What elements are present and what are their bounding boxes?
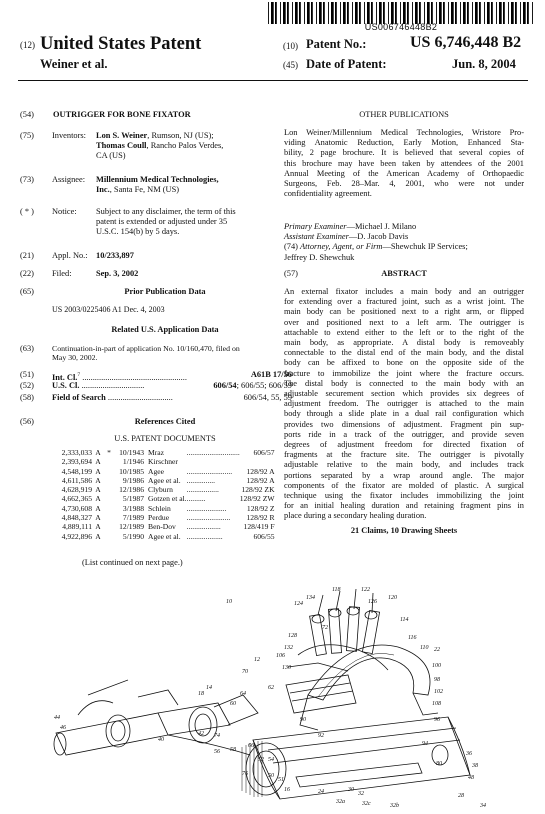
reference-numeral: 98: [434, 677, 440, 683]
claims-summary: 21 Claims, 10 Drawing Sheets: [350, 526, 458, 535]
kind-code-cell: A: [95, 494, 101, 504]
reference-numeral: 14: [206, 685, 212, 691]
leader-dots: ............................: [186, 448, 240, 457]
patent-date-cell: 12/1989: [119, 522, 144, 532]
text-line: bility, 2 page brochure. It is believed that several copies of: [284, 148, 524, 158]
class-cell: 128/92 ZK: [241, 485, 275, 495]
reference-numeral: 42: [198, 731, 204, 737]
reference-numeral: 76: [242, 771, 248, 777]
header-rule: [18, 80, 528, 81]
abstract-text: [284, 287, 524, 522]
field-of-search-label: Field of Search: [52, 393, 106, 402]
barcode: [268, 2, 534, 24]
assignee-location: , Santa Fe, NM (US): [109, 185, 180, 195]
cited-by-examiner-cell: [104, 532, 114, 541]
patent-drawing: [18, 585, 528, 810]
text-line: body can be affixed to bone on the opposite side of the: [284, 358, 524, 368]
class-cell: 606/57: [253, 448, 275, 457]
reference-numeral: 118: [332, 587, 341, 593]
text-line: connectable to the distal end of the main body, and the distal: [284, 348, 524, 358]
us-cl-label: U.S. Cl.: [52, 381, 80, 390]
assignee-label: Assignee:: [52, 175, 86, 184]
reference-numeral: 24: [318, 789, 324, 795]
reference-numeral: 106: [276, 653, 285, 659]
references-table: [48, 448, 275, 541]
text-line: technique using the fixator includes immobilizing the joint: [284, 491, 524, 501]
reference-numeral: 96: [434, 717, 440, 723]
patent-number-cell: 4,730,608: [61, 503, 92, 513]
int-cl-edition: 7: [77, 372, 81, 378]
text-line: fragments at the fracture site. The outrigger is pivotally: [284, 450, 524, 460]
patent-date-cell: 5/1987: [122, 494, 144, 504]
code-54: (54): [20, 110, 34, 119]
reference-numeral: 60: [230, 701, 236, 707]
reference-numeral: 124: [294, 601, 303, 607]
patent-number-cell: 4,889,111: [62, 522, 92, 532]
reference-numeral: 52: [258, 757, 264, 763]
code-56: (56): [20, 417, 34, 426]
table-row: [48, 532, 275, 541]
table-row: [48, 504, 275, 513]
patentee-cell: Agee et al.: [148, 531, 181, 541]
class-cell: 128/92 Z: [246, 503, 275, 513]
leader-dots: ..................................................: [80, 372, 187, 382]
text-line: for an initial healing duration and retaining fragment pins in: [284, 501, 524, 511]
reference-numeral: 32c: [362, 801, 371, 807]
int-cl-label: Int. Cl.: [52, 372, 78, 382]
related-line: Continuation-in-part of application No. 10/160,470, filed on: [52, 344, 240, 353]
other-publications-heading: OTHER PUBLICATIONS: [359, 110, 449, 119]
code-21: (21): [20, 251, 34, 260]
text-line: adjustable securement section which provides six degrees of: [284, 389, 524, 399]
text-line: An external fixator includes a main body and an outrigger: [284, 287, 524, 296]
text-line: confidentiality agreement.: [284, 189, 372, 199]
code-12: (12): [20, 40, 35, 50]
text-line: portions separated by a wrap around angle. The major: [284, 470, 524, 480]
patent-date-cell: 9/1986: [122, 475, 144, 485]
reference-numeral: 12: [254, 657, 260, 663]
patent-number-cell: 4,611,586: [61, 475, 92, 485]
text-line: over and positioned next to a left arm. The outrigger is: [284, 317, 524, 327]
attorney-cont: Jeffrey D. Shewchuk: [284, 252, 355, 262]
date-of-patent-label: Date of Patent:: [306, 57, 387, 71]
date-of-patent: Jun. 8, 2004: [452, 57, 516, 71]
code-45: (45): [283, 60, 298, 70]
reference-numeral: 34: [480, 803, 486, 809]
class-cell: 128/92 ZW: [239, 494, 275, 504]
reference-numeral: 22: [434, 647, 440, 653]
attorney-label: Attorney, Agent, or Firm: [300, 242, 383, 252]
assistant-examiner-label: Assistant Examiner: [284, 232, 349, 242]
class-cell: 606/55: [253, 531, 275, 541]
patentee-cell: Kirschner: [148, 457, 178, 467]
text-line: adjustment freedom. The outrigger is attached to the main: [284, 399, 524, 409]
reference-numeral: 50: [268, 773, 274, 779]
filed-date: Sep. 3, 2002: [96, 269, 139, 278]
reference-numeral: 38: [472, 763, 478, 769]
code-74: (74): [284, 242, 298, 252]
notice-label: Notice:: [52, 207, 77, 216]
reference-numeral: 114: [400, 617, 409, 623]
reference-numeral: 54: [268, 757, 274, 763]
patentee-cell: Agee et al.: [148, 475, 181, 485]
reference-numeral: 102: [434, 689, 443, 695]
prior-publication-heading: Prior Publication Data: [124, 287, 206, 296]
references-heading: References Cited: [134, 417, 196, 426]
code-22: (22): [20, 269, 34, 278]
us-cl: [52, 381, 292, 391]
cited-by-examiner-cell: [104, 467, 114, 476]
text-line: provides two dimensions of adjustment. Fragment pin sup-: [284, 419, 524, 429]
notice-line: patent is extended or adjusted under 35: [96, 217, 228, 227]
reference-numeral: 90: [300, 717, 306, 723]
table-row: [48, 485, 275, 494]
reference-numeral: 30: [348, 787, 354, 793]
reference-numeral: 116: [408, 635, 417, 641]
reference-numeral: 36: [466, 751, 472, 757]
cited-by-examiner-cell: [104, 513, 114, 522]
patent-number-cell: 4,848,327: [61, 513, 92, 523]
reference-numeral: 48: [468, 775, 474, 781]
int-cl-value: A61B 17/56: [250, 370, 292, 379]
assignee: [96, 175, 268, 195]
reference-numeral: 28: [458, 793, 464, 799]
notice-line: Subject to any disclaimer, the term of this: [96, 207, 236, 216]
reference-numeral: 18: [198, 691, 204, 697]
reference-numeral: 130: [282, 665, 291, 671]
code-75: (75): [20, 131, 34, 140]
reference-numeral: 64: [240, 691, 246, 697]
class-cell: [240, 457, 275, 466]
text-line: this brochure may have been taken by attendees of the 2001: [284, 158, 524, 168]
reference-numeral: 122: [361, 587, 370, 593]
code-73: (73): [20, 175, 34, 184]
table-row: [48, 467, 275, 476]
other-publications-text: [284, 128, 524, 199]
leader-dots: ...............................: [105, 393, 173, 402]
table-row: [48, 476, 275, 485]
abstract-heading: ABSTRACT: [381, 269, 427, 278]
related-line: May 30, 2002.: [52, 353, 98, 363]
cited-by-examiner-cell: [104, 504, 114, 513]
kind-code-cell: A: [95, 513, 101, 523]
text-line: The distal body is connected to the main body with an: [284, 378, 524, 388]
text-line: main body, as appropriate. A distal body is removeably: [284, 338, 524, 348]
patent-number-cell: 4,548,199: [61, 466, 92, 476]
kind-code-cell: A: [95, 485, 101, 495]
leader-dots: ........................: [186, 466, 233, 476]
attorney: —Shewchuk IP Services;: [382, 242, 468, 252]
cited-by-examiner-cell: [104, 494, 114, 503]
prior-publication-data: US 2003/0225406 A1 Dec. 4, 2003: [52, 305, 165, 314]
assignee-name: Millennium Medical Technologies,: [96, 175, 219, 184]
text-line: fracture to immobilize the joint where the fracture occurs.: [284, 368, 524, 378]
us-cl-primary: 606/54: [213, 381, 237, 390]
leader-dots: [187, 457, 240, 466]
cited-by-examiner-cell: [104, 522, 114, 531]
reference-numeral: 128: [288, 633, 297, 639]
assistant-examiner: —D. Jacob Davis: [348, 232, 409, 242]
inventor-2-location-cont: CA (US): [96, 151, 126, 161]
patentee-cell: Perdue: [148, 513, 170, 523]
reference-numeral: 46: [60, 725, 66, 731]
text-line: attachable to extend either to the left or to the right of the: [284, 327, 524, 337]
patent-number-cell: 4,628,919: [61, 485, 92, 495]
appl-no-label: Appl. No.:: [52, 251, 88, 260]
patentee-cell: Mraz: [148, 448, 165, 457]
reference-numeral: 92: [318, 733, 324, 739]
assignee-name-cont: Inc.: [96, 185, 110, 195]
patent-date-cell: 12/1986: [119, 485, 144, 495]
reference-numeral: 58: [230, 747, 236, 753]
text-line: components of the fixator are molded of plastic. A surgical: [284, 480, 524, 490]
kind-code-cell: A: [95, 457, 101, 467]
reference-numeral: 132: [284, 645, 293, 651]
reference-numeral: 66: [248, 743, 254, 749]
notice-text: [96, 207, 268, 238]
text-line: viding Anatomic Reduction, Early Motion, Enhanced Sta-: [284, 138, 524, 148]
inventor-2-location: , Rancho Palos Verdes,: [146, 141, 224, 151]
cited-by-examiner-cell: *: [107, 448, 111, 457]
text-line: Annual Meeting of the American Academy of Orthopaedic: [284, 168, 524, 178]
table-row: [48, 457, 275, 466]
text-line: for extending over a fractured joint, such as a wrist joint. The: [284, 297, 524, 307]
code-10: (10): [283, 41, 298, 51]
reference-numeral: 62: [268, 685, 274, 691]
cited-by-examiner-cell: [104, 476, 114, 485]
patentee-cell: Clyburn: [148, 485, 173, 495]
patent-date-cell: 5/1990: [122, 531, 144, 541]
reference-numeral: 32: [358, 791, 364, 797]
patent-title-header: United States Patent: [40, 34, 202, 54]
kind-code-cell: A: [95, 448, 101, 457]
table-row: [48, 513, 275, 522]
code-65: (65): [20, 287, 34, 296]
patentee-cell: Ben-Dov: [148, 522, 176, 532]
primary-examiner-label: Primary Examiner: [284, 222, 347, 231]
reference-numeral: 100: [432, 663, 441, 669]
filed-label: Filed:: [52, 269, 72, 278]
reference-numeral: 74: [214, 733, 220, 739]
code-52: (52): [20, 381, 34, 390]
patent-number-cell: 4,662,365: [61, 494, 92, 504]
table-row: [48, 494, 275, 503]
inventors: [96, 131, 268, 162]
reference-numeral: 110: [420, 645, 429, 651]
text-line: Lon Weiner/Millennium Medical Technologies, Wristore Pro-: [284, 128, 524, 137]
us-patent-documents-heading: U.S. PATENT DOCUMENTS: [114, 434, 216, 443]
leader-dots: .................: [186, 485, 219, 495]
patent-date-cell: 3/1988: [122, 503, 144, 513]
text-line: main body can be positioned next to a right arm, or flipped: [284, 307, 524, 317]
reference-numeral: 51: [278, 777, 284, 783]
leader-dots: .....................: [186, 503, 227, 513]
reference-numeral: 40: [158, 737, 164, 743]
reference-numeral: 10: [226, 599, 232, 605]
reference-numeral: 120: [388, 595, 397, 601]
patentee-cell: Gotzen et al.: [148, 494, 187, 504]
reference-numeral: 16: [284, 787, 290, 793]
code-63: (63): [20, 344, 34, 353]
related-application: [52, 344, 292, 363]
class-cell: 128/92 A: [246, 475, 275, 485]
patent-date-cell: 1/1946: [122, 457, 144, 467]
reference-numeral: 44: [54, 715, 60, 721]
patent-number-cell: 4,922,896: [61, 531, 92, 541]
code-51: (51): [20, 370, 34, 379]
reference-numeral: 32a: [336, 799, 345, 805]
inventor-1-location: , Rumson, NJ (US);: [147, 131, 214, 140]
table-row: [48, 448, 275, 457]
reference-numeral: 72: [322, 625, 328, 631]
text-line: adjustable relative to the main body, and includes track: [284, 460, 524, 470]
related-data-heading: Related U.S. Application Data: [111, 325, 219, 334]
table-row: [48, 522, 275, 531]
patent-number-cell: 2,393,694: [61, 457, 92, 467]
patent-no-label: Patent No.:: [306, 37, 367, 51]
class-cell: 128/92 A: [246, 466, 275, 476]
notice-line: U.S.C. 154(b) by 5 days.: [96, 227, 180, 237]
barcode-number: US006746448B2: [364, 22, 438, 32]
us-cl-secondary: ; 606/55; 606/59: [236, 381, 292, 390]
leader-dots: ..........: [186, 494, 206, 504]
text-line: degrees of adjustment freedom for directed fixation of: [284, 440, 524, 450]
appl-no: 10/233,897: [96, 251, 134, 260]
list-continued-note: (List continued on next page.): [82, 558, 183, 567]
code-notice: ( * ): [20, 207, 34, 216]
primary-examiner: —Michael J. Milano: [346, 222, 417, 231]
inventor-2-name: Thomas Coull: [96, 141, 147, 151]
kind-code-cell: A: [95, 531, 101, 541]
leader-dots: ..................: [186, 522, 221, 532]
leader-dots: .......................: [186, 513, 231, 523]
text-line: Surgeons, Feb. 28–Mar. 4, 2001, who were not under: [284, 179, 524, 189]
class-cell: 128/92 R: [246, 513, 275, 523]
field-of-search-value: 606/54, 55, 59: [243, 393, 292, 402]
kind-code-cell: A: [95, 522, 101, 532]
inventors-label: Inventors:: [52, 131, 86, 140]
code-57: (57): [284, 269, 298, 278]
patent-date-cell: 7/1989: [122, 513, 144, 523]
kind-code-cell: A: [95, 466, 101, 476]
reference-numeral: 126: [368, 599, 377, 605]
reference-numeral: 94: [422, 741, 428, 747]
code-58: (58): [20, 393, 34, 402]
kind-code-cell: A: [95, 475, 101, 485]
reference-numeral: 56: [214, 749, 220, 755]
patent-number: US 6,746,448 B2: [410, 34, 522, 51]
patentee-cell: Agee: [148, 466, 165, 476]
leader-dots: ..............................: [79, 381, 145, 390]
leader-dots: ...............: [186, 475, 216, 485]
text-line: place during a secondary healing duration.: [284, 511, 427, 521]
inventor-1-name: Lon S. Weiner: [96, 131, 148, 140]
patent-date-cell: 10/1943: [119, 448, 144, 457]
patentee-cell: Schlein: [148, 503, 171, 513]
cited-by-examiner-cell: [104, 457, 114, 466]
patent-date-cell: 10/1985: [119, 466, 144, 476]
invention-title: OUTRIGGER FOR BONE FIXATOR: [53, 110, 191, 119]
reference-numeral: 32b: [390, 803, 399, 809]
reference-numeral: 134: [306, 595, 315, 601]
text-line: body through a slide plate in a dual rail configuration which: [284, 409, 524, 419]
class-cell: 128/419 F: [243, 522, 275, 532]
field-of-search: [52, 393, 292, 403]
examiners: [284, 222, 524, 263]
kind-code-cell: A: [95, 503, 101, 513]
reference-numeral: 80: [436, 761, 442, 767]
leader-dots: ...................: [186, 531, 223, 541]
reference-numeral: 70: [242, 669, 248, 675]
cited-by-examiner-cell: [104, 485, 114, 494]
reference-numeral: 108: [432, 701, 441, 707]
patent-number-cell: 2,333,033: [61, 448, 92, 457]
inventor-short: Weiner et al.: [40, 57, 108, 71]
text-line: ports ride in a track of the outrigger, and provide seven: [284, 429, 524, 439]
